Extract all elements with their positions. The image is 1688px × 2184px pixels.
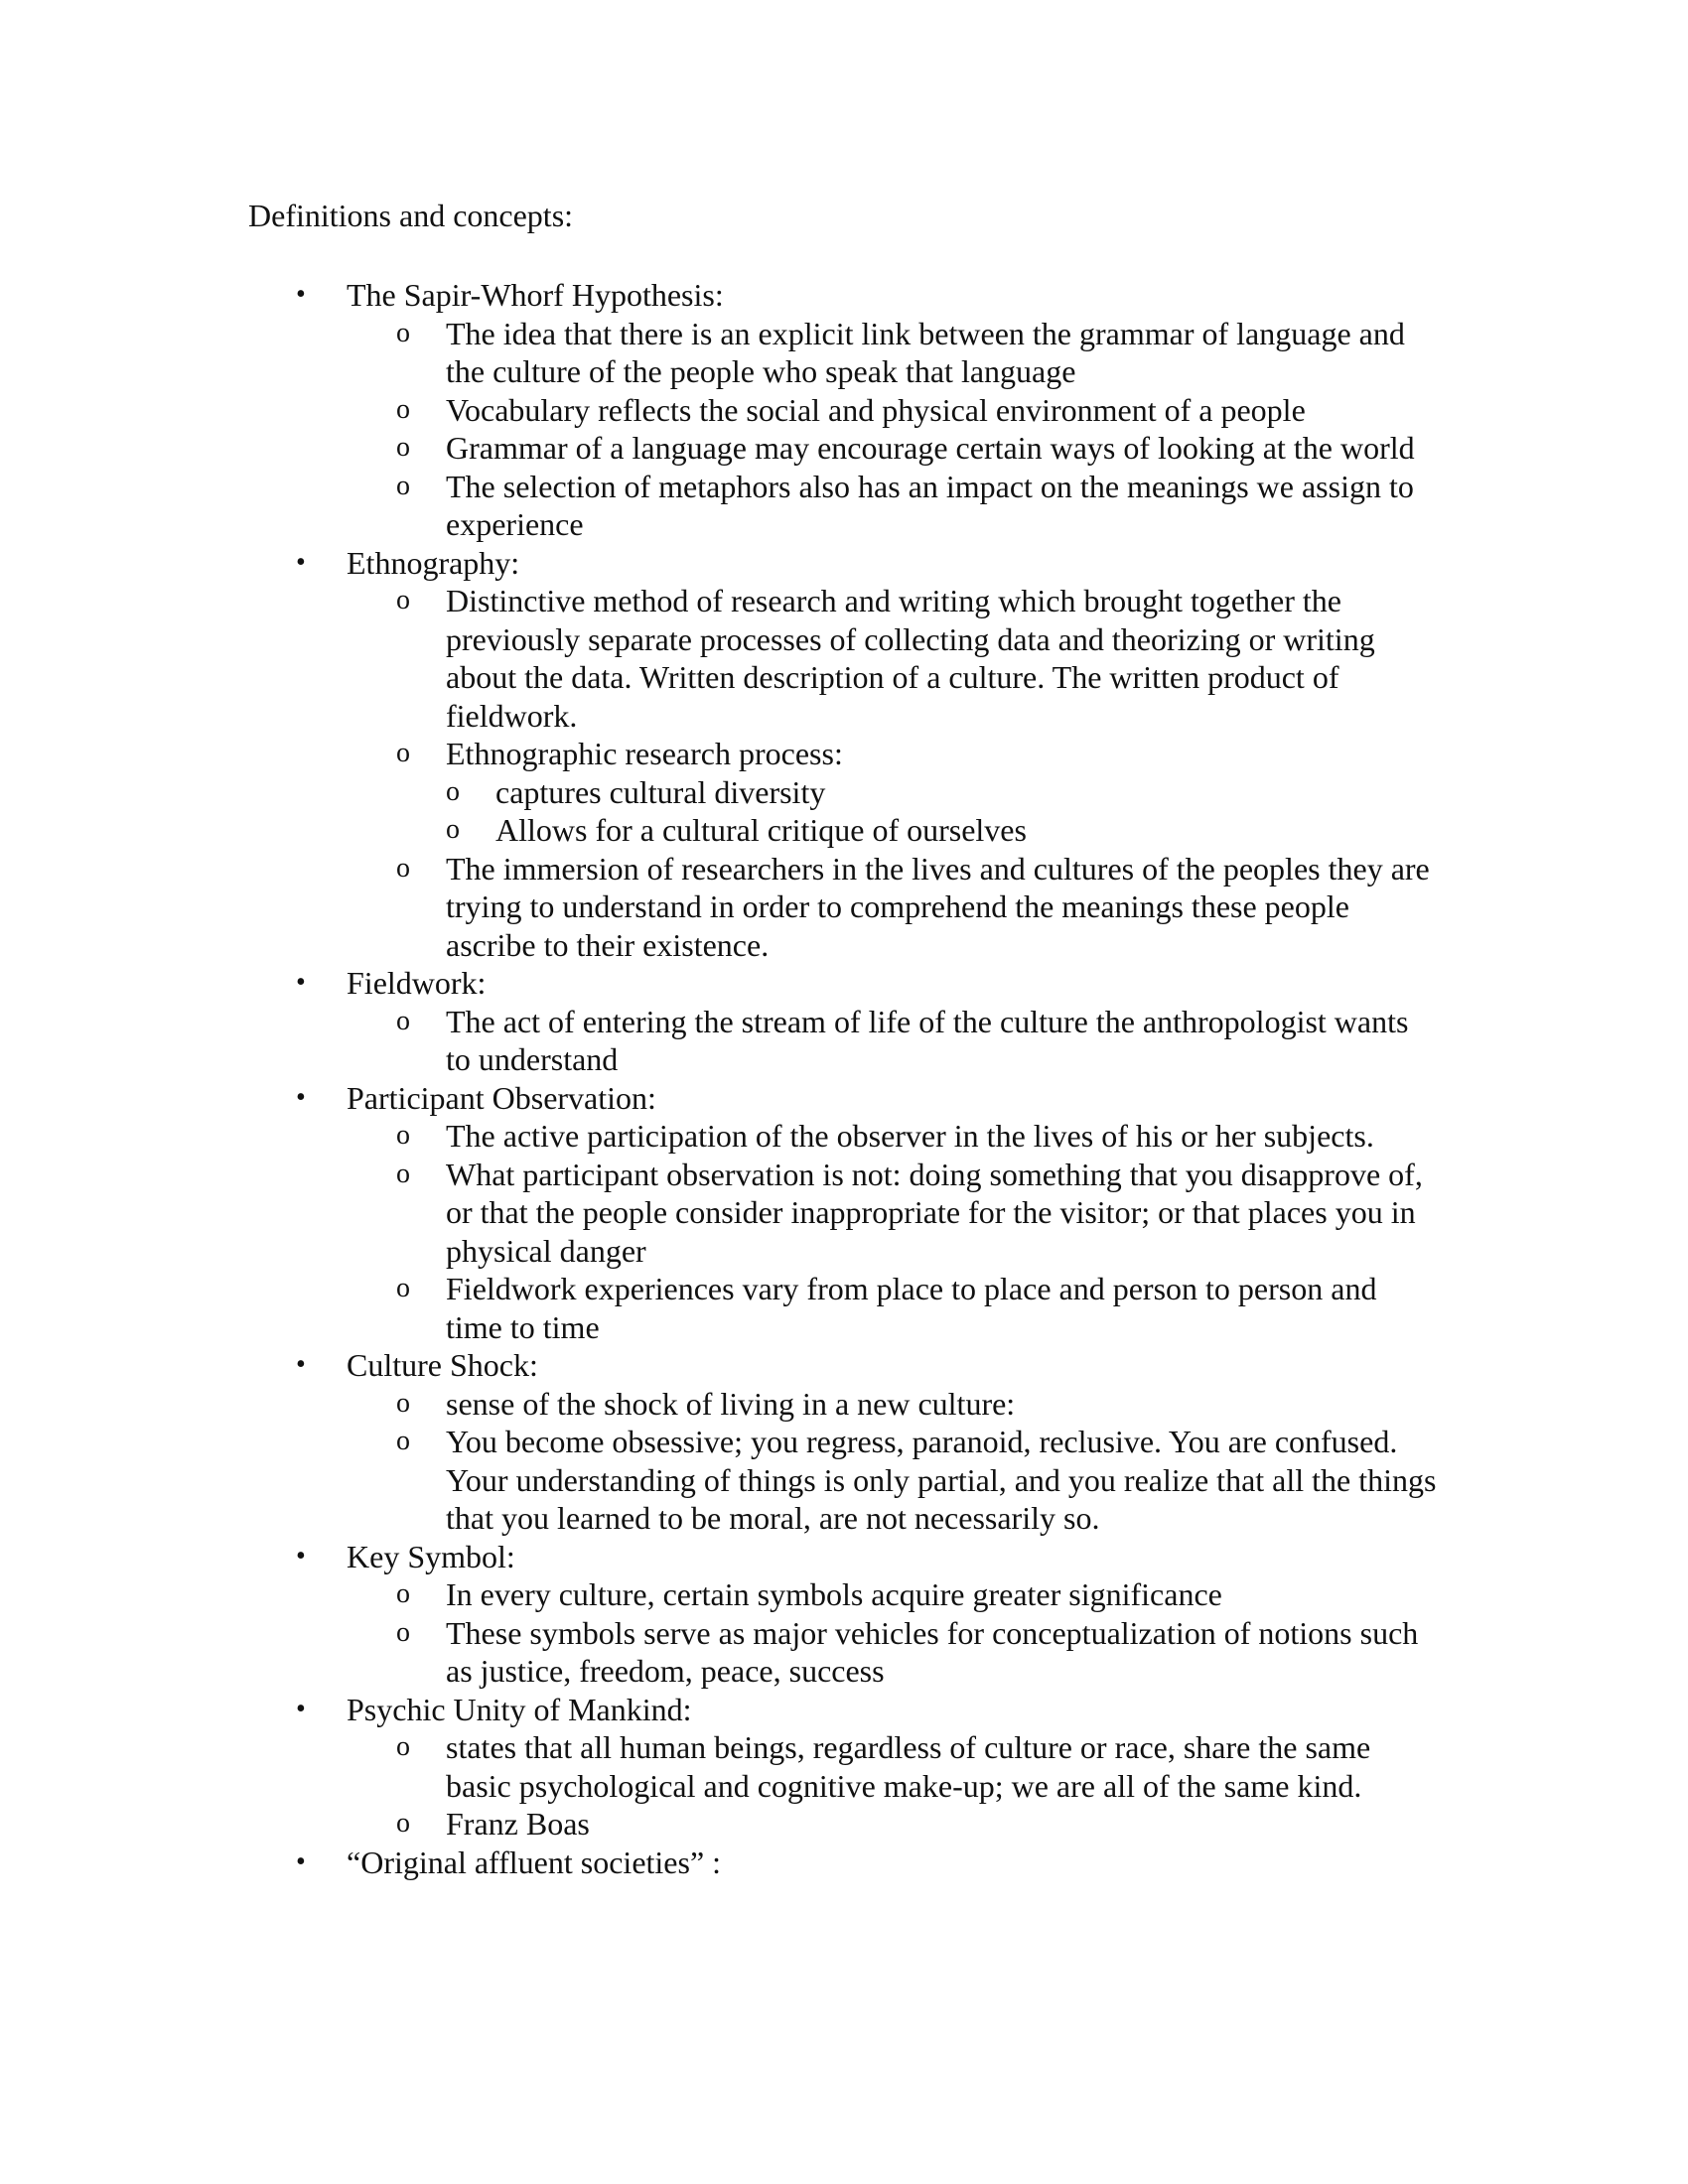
subpoint-text: Allows for a cultural critique of ourselves (495, 812, 1027, 848)
point-text: Fieldwork experiences vary from place to place and person to person and time to time (446, 1271, 1377, 1345)
definitions-list (0, 276, 1688, 1881)
circle-marker: o (396, 1273, 410, 1303)
circle-marker: o (396, 470, 410, 501)
definition-point (396, 1156, 1439, 1271)
circle-marker: o (396, 393, 410, 425)
circle-marker: o (396, 1616, 410, 1648)
circle-marker: o (446, 775, 460, 807)
definition-points (347, 315, 1688, 544)
definition-item (0, 544, 1688, 965)
definition-points (347, 1575, 1688, 1691)
definition-term: The Sapir-Whorf Hypothesis: (347, 277, 724, 313)
point-text: The selection of metaphors also has an impact on the meanings we assign to experience (446, 468, 1414, 542)
point-text: The immersion of researchers in the lives and cultures of the peoples they are trying to understand in order to comprehend the meanings these people ascribe to their existence. (446, 850, 1430, 963)
definition-term: Psychic Unity of Mankind: (347, 1691, 692, 1727)
definition-point (396, 391, 1439, 430)
point-text: Franz Boas (446, 1806, 590, 1842)
circle-marker: o (396, 1578, 410, 1609)
point-text: You become obsessive; you regress, paranoid, reclusive. You are confused. Your understanding of things is only partial, and you realize that all the things that you learned to be moral, are not necessarily so. (446, 1424, 1437, 1536)
definition-point (396, 1614, 1439, 1691)
definition-points (347, 1728, 1688, 1843)
circle-marker: o (396, 1005, 410, 1036)
definition-term: Key Symbol: (347, 1538, 515, 1574)
bullet-marker: • (296, 279, 306, 310)
point-text: The active participation of the observer in the lives of his or her subjects. (446, 1118, 1374, 1154)
circle-marker: o (396, 1731, 410, 1762)
circle-marker: o (396, 1387, 410, 1419)
definition-point (396, 1270, 1439, 1346)
definition-subpoints (446, 773, 1439, 850)
circle-marker: o (396, 432, 410, 463)
definition-points (347, 1385, 1688, 1538)
circle-marker: o (396, 738, 410, 768)
definition-points (347, 1003, 1688, 1079)
circle-marker: o (396, 1808, 410, 1839)
point-text: The idea that there is an explicit link between the grammar of language and the culture of the people who speak that language (446, 315, 1405, 389)
definition-term: “Original affluent societies” : (347, 1843, 722, 1880)
definition-point (396, 315, 1439, 391)
definition-item (0, 1346, 1688, 1538)
definition-term: Ethnography: (347, 544, 520, 581)
definition-point (396, 429, 1439, 468)
point-text: What participant observation is not: doing something that you disapprove of, or that the people consider inappropriate for the visitor; or that places you in physical danger (446, 1156, 1423, 1269)
point-text: In every culture, certain symbols acquire greater significance (446, 1576, 1222, 1612)
circle-marker: o (396, 585, 410, 615)
definition-point (396, 1385, 1439, 1424)
point-text: These symbols serve as major vehicles for conceptualization of notions such as justice, freedom, peace, success (446, 1614, 1419, 1689)
definition-point (396, 850, 1439, 965)
bullet-marker: • (296, 1845, 306, 1877)
definition-subpoint (446, 811, 1439, 850)
definition-point (396, 468, 1439, 544)
bullet-marker: • (296, 967, 306, 998)
bullet-marker: • (296, 1349, 306, 1380)
definition-points (347, 1117, 1688, 1346)
point-text: Vocabulary reflects the social and physical environment of a people (446, 391, 1306, 428)
point-text: Grammar of a language may encourage certain ways of looking at the world (446, 430, 1415, 466)
circle-marker: o (446, 814, 460, 845)
subpoint-text: captures cultural diversity (495, 773, 826, 810)
definition-point (396, 1728, 1439, 1805)
circle-marker: o (396, 317, 410, 348)
definition-item (0, 1691, 1688, 1843)
definition-item (0, 1843, 1688, 1882)
point-text: Distinctive method of research and writing which brought together the previously separate processes of collecting data and theorizing or writing about the data. Written description of a culture. The written product of fieldwork. (446, 583, 1375, 734)
definition-point (396, 1805, 1439, 1843)
definition-item (0, 276, 1688, 544)
circle-marker: o (396, 1158, 410, 1189)
point-text: sense of the shock of living in a new culture: (446, 1385, 1016, 1422)
bullet-marker: • (296, 1693, 306, 1724)
definition-item (0, 1079, 1688, 1347)
definition-point (396, 1575, 1439, 1614)
definition-term: Participant Observation: (347, 1079, 656, 1116)
definition-points (347, 582, 1688, 964)
definition-point (396, 1117, 1439, 1156)
circle-marker: o (396, 1426, 410, 1456)
circle-marker: o (396, 1120, 410, 1151)
definition-term: Fieldwork: (347, 965, 487, 1001)
definition-term: Culture Shock: (347, 1347, 538, 1383)
bullet-marker: • (296, 1540, 306, 1571)
point-text: Ethnographic research process: (446, 736, 843, 771)
definition-item (0, 964, 1688, 1079)
point-text: The act of entering the stream of life of the culture the anthropologist wants to understand (446, 1003, 1409, 1077)
definition-point (396, 735, 1439, 850)
bullet-marker: • (296, 546, 306, 578)
definition-point (396, 1423, 1439, 1538)
bullet-marker: • (296, 1081, 306, 1113)
point-text: states that all human beings, regardless of culture or race, share the same basic psychological and cognitive make-up; we are all of the same kind. (446, 1729, 1371, 1804)
definition-subpoint (446, 773, 1439, 812)
definition-point (396, 582, 1439, 735)
circle-marker: o (396, 852, 410, 884)
page-heading: Definitions and concepts: (248, 198, 574, 233)
definition-item (0, 1538, 1688, 1691)
definition-point (396, 1003, 1439, 1079)
